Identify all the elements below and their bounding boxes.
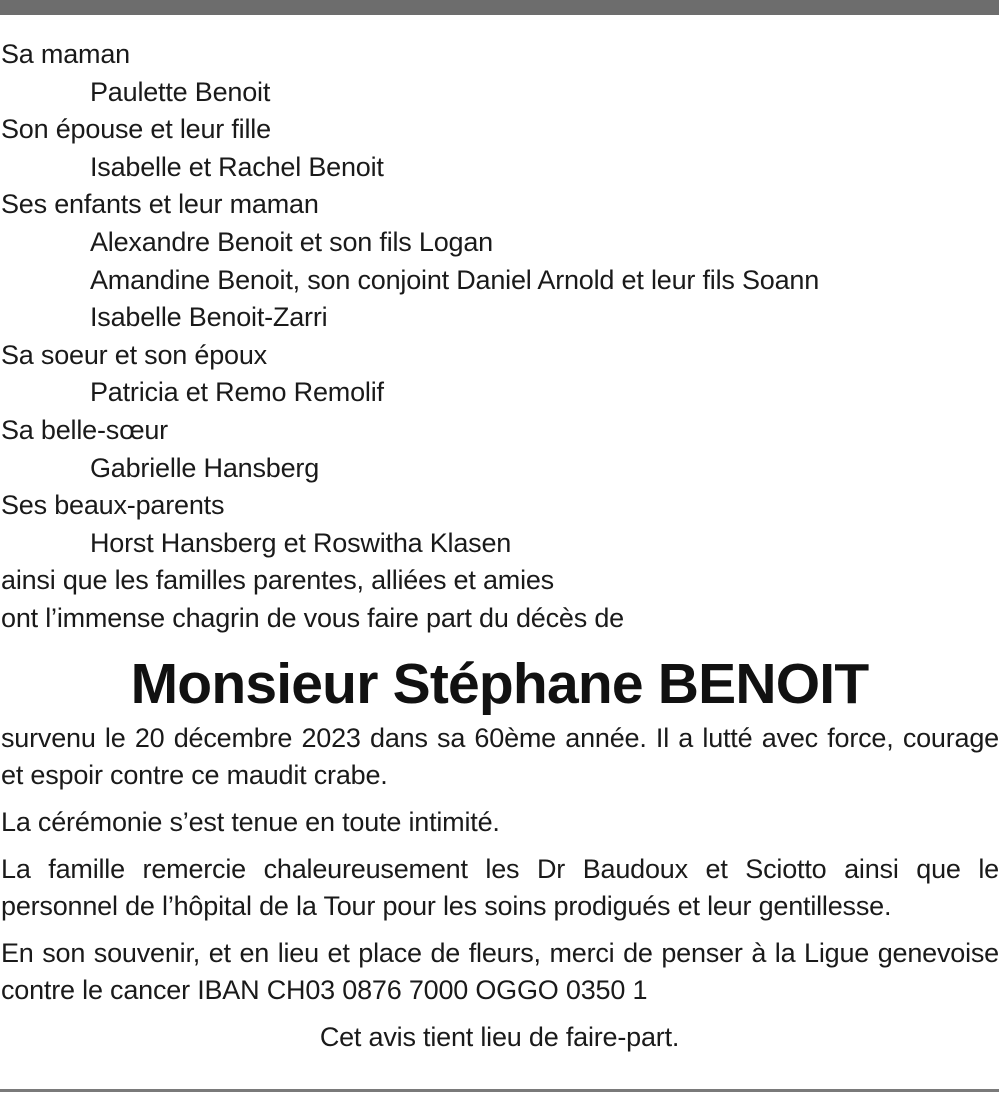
family-role: Sa belle-sœur [1, 414, 168, 445]
family-role: Sa maman [1, 39, 130, 69]
thanks-paragraph: La famille remercie chaleureusement les Dr Baudoux et Sciotto ainsi que le personnel de l’hôpital de la Tour pour les soins prodigués et leur gentillesse. [1, 853, 999, 921]
family-member: Isabelle Benoit-Zarri [90, 302, 328, 333]
family-role: Son épouse et leur fille [1, 114, 271, 145]
bottom-rule [0, 1089, 999, 1092]
family-member: Isabelle et Rachel Benoit [90, 151, 384, 182]
family-member: Alexandre Benoit et son fils Logan [90, 226, 493, 257]
family-member: Amandine Benoit, son conjoint Daniel Arnold et leur fils Soann [90, 264, 820, 295]
family-member: Gabrielle Hansberg [90, 452, 320, 483]
closing-line: ainsi que les familles parentes, alliées et amies [1, 565, 554, 596]
family-member: Patricia et Remo Remolif [90, 377, 384, 408]
closing-line: ont l’immense chagrin de vous faire part du décès de [1, 602, 624, 633]
ceremony-paragraph: La cérémonie s’est tenue en toute intimité. [1, 806, 500, 837]
family-role: Ses enfants et leur maman [1, 189, 319, 220]
family-member: Paulette Benoit [90, 76, 271, 107]
family-member: Horst Hansberg et Roswitha Klasen [90, 527, 512, 558]
obituary-notice [0, 36, 999, 1056]
family-role: Ses beaux-parents [1, 490, 225, 521]
deceased-name: Monsieur Stéphane BENOIT [130, 651, 869, 716]
donation-paragraph: En son souvenir, et en lieu et place de fleurs, merci de penser à la Ligue genevoise contre le cancer IBAN CH03 0876 7000 OGGO 0350 1 [1, 937, 999, 1005]
family-role: Sa soeur et son époux [1, 339, 267, 370]
top-rule [0, 0, 999, 15]
footer-note: Cet avis tient lieu de faire-part. [319, 1021, 680, 1052]
family-list [0, 36, 999, 638]
death-details-paragraph: survenu le 20 décembre 2023 dans sa 60ème année. Il a lutté avec force, courage et espoir contre ce maudit crabe. [1, 722, 999, 790]
